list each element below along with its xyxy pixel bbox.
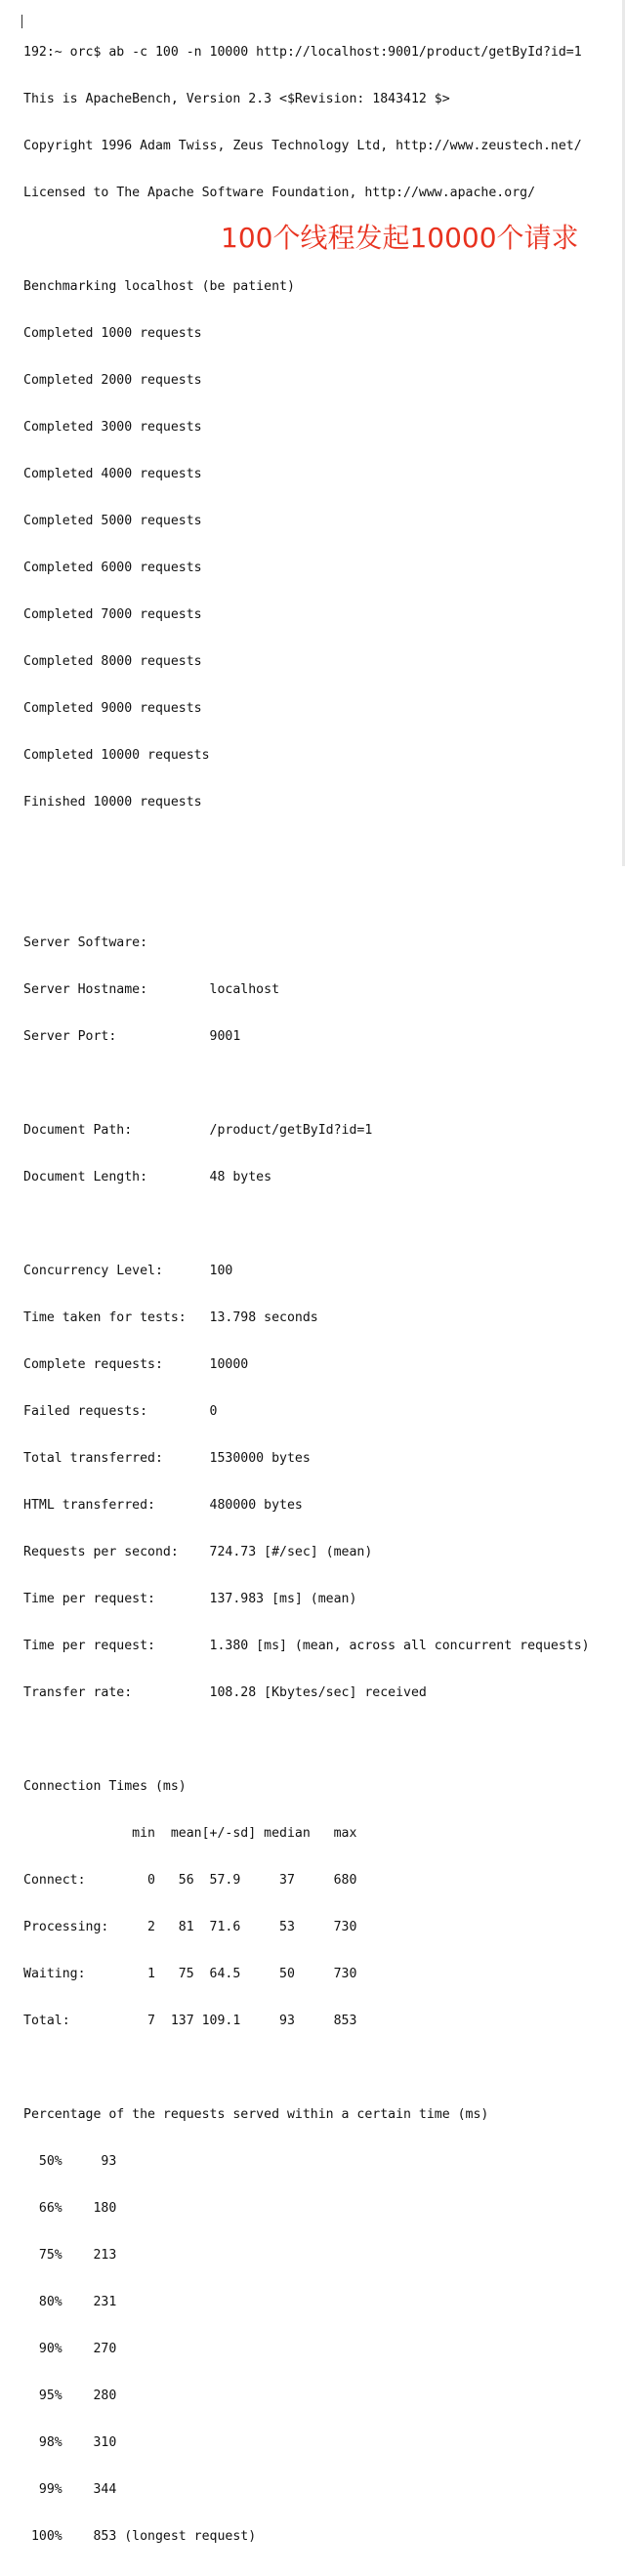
output-line: Completed 2000 requests xyxy=(23,373,202,388)
output-line: 99% 344 xyxy=(23,2482,117,2497)
output-line: Time per request: 137.983 [ms] (mean) xyxy=(23,1592,357,1606)
output-line: Completed 6000 requests xyxy=(23,561,202,575)
output-line: Completed 8000 requests xyxy=(23,654,202,669)
output-line xyxy=(23,889,590,904)
output-line: 50% 93 xyxy=(23,2154,117,2169)
output-line: Completed 5000 requests xyxy=(23,514,202,528)
output-line: Server Software: xyxy=(23,935,148,950)
output-line: Completed 4000 requests xyxy=(23,467,202,481)
output-line: 98% 310 xyxy=(23,2435,117,2450)
red-annotation-text: 100个线程发起10000个请求 xyxy=(221,222,579,254)
output-line: Benchmarking localhost (be patient) xyxy=(23,279,295,294)
output-line: Time taken for tests: 13.798 seconds xyxy=(23,1310,318,1325)
output-line: Completed 3000 requests xyxy=(23,420,202,435)
output-line: 66% 180 xyxy=(23,2201,117,2216)
output-line xyxy=(23,1076,590,1092)
text-cursor xyxy=(21,15,22,28)
output-line: Connect: 0 56 57.9 37 680 xyxy=(23,1873,357,1888)
output-line xyxy=(23,1732,590,1748)
output-line: 95% 280 xyxy=(23,2389,117,2403)
terminal-output xyxy=(23,14,590,2576)
output-line: Time per request: 1.380 [ms] (mean, across all concurrent requests) xyxy=(23,1639,590,1653)
output-line: Completed 7000 requests xyxy=(23,607,202,622)
output-line: Completed 1000 requests xyxy=(23,326,202,341)
output-line: 75% 213 xyxy=(23,2248,117,2263)
output-line: HTML transferred: 480000 bytes xyxy=(23,1498,303,1513)
output-line: 100% 853 (longest request) xyxy=(23,2529,257,2544)
output-line: Server Port: 9001 xyxy=(23,1029,241,1044)
output-line: This is ApacheBench, Version 2.3 <$Revision: 1843412 $> xyxy=(23,92,450,106)
output-line: Licensed to The Apache Software Foundation, http://www.apache.org/ xyxy=(23,186,536,200)
output-line: Completed 10000 requests xyxy=(23,748,210,763)
output-line xyxy=(23,1217,590,1232)
output-line xyxy=(23,2060,590,2076)
output-line: Finished 10000 requests xyxy=(23,795,202,810)
output-line: Connection Times (ms) xyxy=(23,1779,187,1794)
output-line xyxy=(23,842,590,857)
output-line: Failed requests: 0 xyxy=(23,1404,218,1419)
output-line: Total transferred: 1530000 bytes xyxy=(23,1451,311,1466)
output-line: Concurrency Level: 100 xyxy=(23,1264,233,1278)
output-line: Total: 7 137 109.1 93 853 xyxy=(23,2014,357,2028)
output-line: Document Length: 48 bytes xyxy=(23,1170,272,1184)
output-line: Requests per second: 724.73 [#/sec] (mean) xyxy=(23,1545,373,1559)
output-line: Percentage of the requests served within a certain time (ms) xyxy=(23,2107,489,2122)
output-line: Waiting: 1 75 64.5 50 730 xyxy=(23,1967,357,1981)
output-line: Server Hostname: localhost xyxy=(23,982,280,997)
output-line: Transfer rate: 108.28 [Kbytes/sec] received xyxy=(23,1685,427,1700)
output-line: 80% 231 xyxy=(23,2295,117,2309)
output-line: min mean[+/-sd] median max xyxy=(23,1826,357,1841)
output-line: Processing: 2 81 71.6 53 730 xyxy=(23,1920,357,1934)
command-line: 192:~ orc$ ab -c 100 -n 10000 http://localhost:9001/product/getById?id=1 xyxy=(23,45,582,60)
output-line: Complete requests: 10000 xyxy=(23,1357,249,1372)
output-line: Copyright 1996 Adam Twiss, Zeus Technology Ltd, http://www.zeustech.net/ xyxy=(23,139,582,153)
output-line: Completed 9000 requests xyxy=(23,701,202,716)
output-line: Document Path: /product/getById?id=1 xyxy=(23,1123,373,1138)
output-line: 90% 270 xyxy=(23,2342,117,2356)
